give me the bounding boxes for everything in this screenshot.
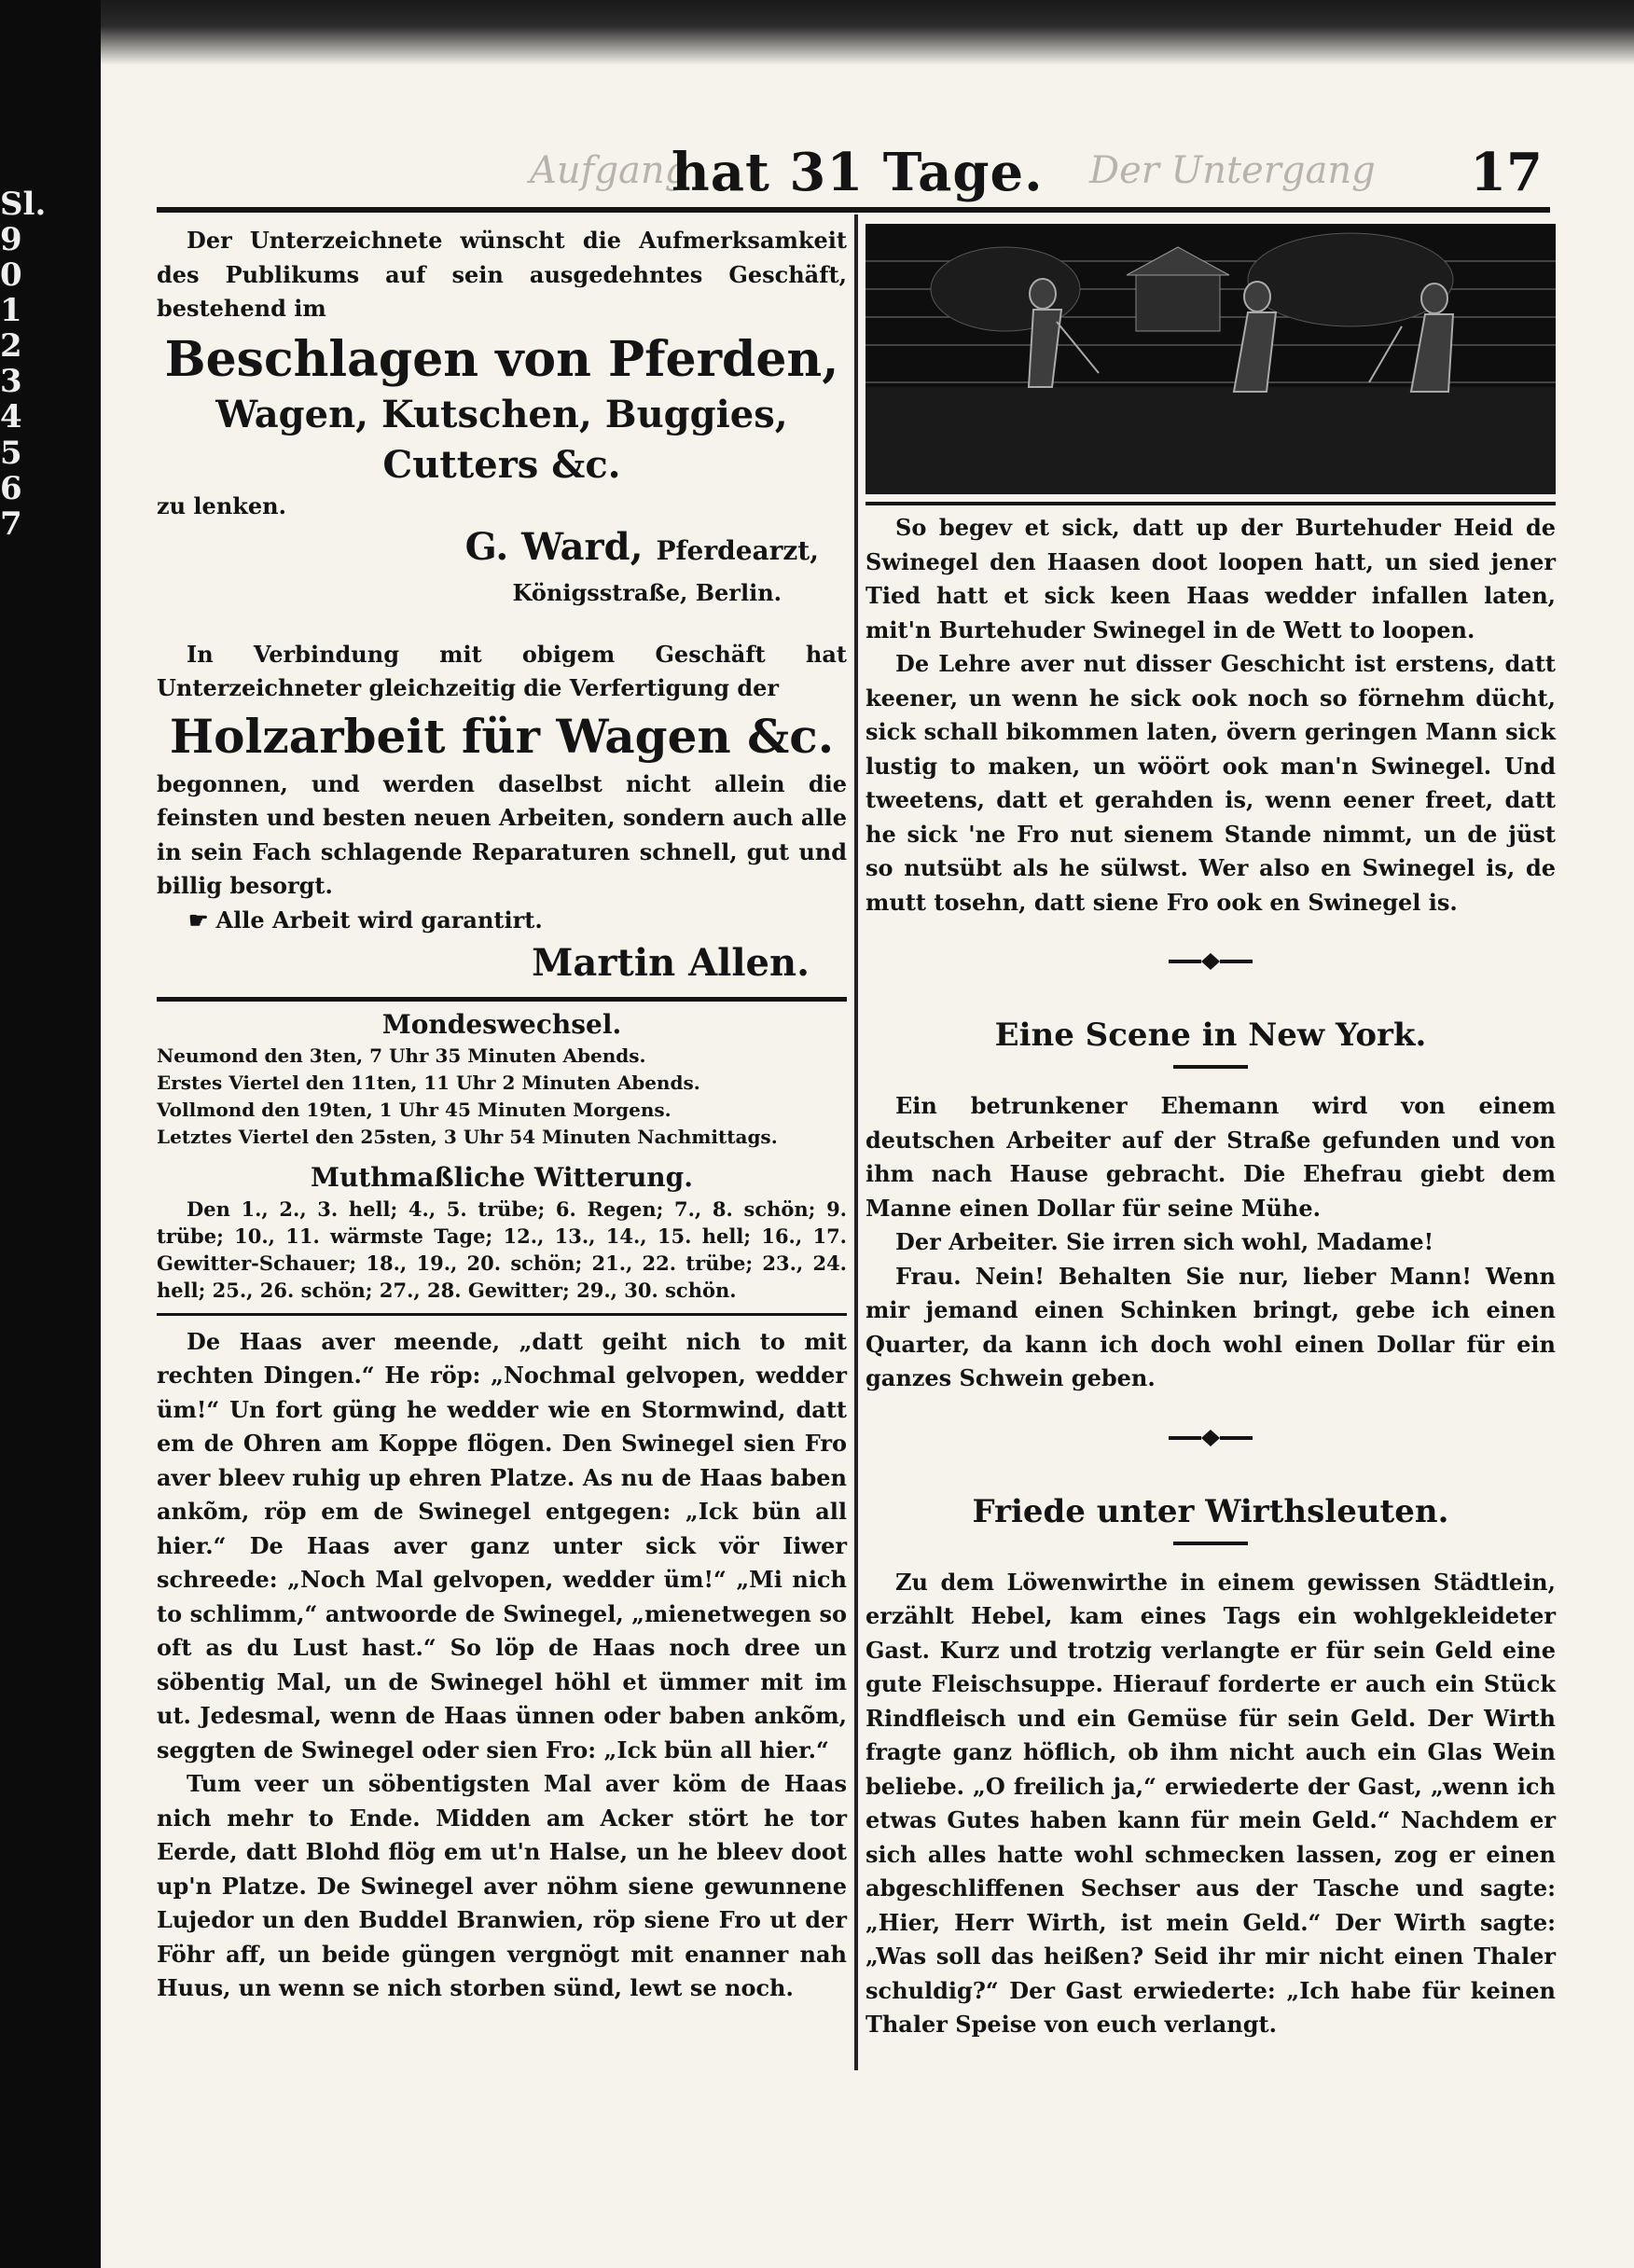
- weather-heading: Muthmaßliche Witterung.: [311, 1161, 693, 1193]
- binding-fragment: 0: [0, 256, 22, 295]
- section-rule: [157, 997, 847, 1002]
- left-column: [157, 216, 847, 2006]
- moon-heading: Mondeswechsel.: [381, 1008, 622, 1040]
- title-rule: [1173, 1542, 1248, 1545]
- header-rule: [157, 207, 1550, 213]
- running-header: [157, 142, 1550, 207]
- weather-text: Den 1., 2., 3. hell; 4., 5. trübe; 6. Regen; 7., 8. schön; 9. trübe; 10., 11. wärmste Tage; 12., 13., 14., 15. hell; 16., 17. Gewitter-Schauer; 18., 19., 20. schön; 21., 22. trübe; 23., 24. hell; 25., 26. schön; 27., 28. Gewitter; 29., 30. schön.: [157, 1196, 847, 1302]
- signature-address: Königsstraße, Berlin.: [512, 578, 782, 606]
- moon-phases: [157, 1043, 847, 1151]
- binding-margin-fragments: [0, 186, 47, 543]
- guarantee-text: Alle Arbeit wird garantirt.: [215, 906, 543, 933]
- signature-name: G. Ward,: [464, 524, 644, 569]
- story-paragraph: So begev et sick, datt up der Burtehuder Heid de Swinegel den Haasen doot loopen hatt, un sied jener Tied hatt et sick keen Haas wedder infallen laten, mit'n Burtehuder Swinegel in de Wett to loopen.: [865, 514, 1556, 643]
- signature-title: Pferdearzt,: [656, 534, 819, 566]
- ad-text: begonnen, und werden daselbst nicht allein die feinsten und besten neuen Arbeiten, sondern auch alle in sein Fach schlagende Reparaturen schnell, gut und billig besorgt.: [157, 769, 847, 899]
- article-paragraph: Zu dem Löwenwirthe in einem gewissen Städtlein, erzählt Hebel, kam eines Tags ein wohlgekleideter Gast. Kurz und trotzig verlangte er für sein Geld eine gute Fleischsuppe. Hierauf forderte er auch ein Stück Rindfleisch und ein Gemüse für sein Geld. Der Wirth fragte ganz höflich, ob ihm nicht auch ein Glas Wein beliebe. „O freilich ja,“ erwiederte der Gast, „wenn ich etwas Gutes haben kann für mein Geld.“ Nachdem er sich alles hatte wohl schmecken lassen, zog er einen abgeschliffenen Sechser aus der Tasche und sagte: „Hier, Herr Wirth, ist mein Geld.“ Der Wirth sagte: „Was soll das heißen? Seid ihr mir nicht einen Thaler schuldig?“ Der Gast erwiederte: „Ich habe für keinen Thaler Speise von euch verlangt.: [865, 1568, 1556, 2038]
- right-column: [865, 216, 1556, 2042]
- article-paragraph: Ein betrunkener Ehemann wird von einem deutschen Arbeiter auf der Straße gefunden und von ihm nach Hause gebracht. Die Ehefrau giebt dem Manne einen Dollar für seine Mühe.: [865, 1092, 1556, 1222]
- article-title: Eine Scene in New York.: [994, 1016, 1427, 1054]
- section-rule: [157, 1313, 847, 1316]
- ad-intro: Der Unterzeichnete wünscht die Aufmerksamkeit des Publikums auf sein ausgedehntes Geschäft, bestehend im: [157, 227, 847, 322]
- pointing-hand-icon: ☛: [188, 906, 209, 933]
- title-rule: [1173, 1065, 1248, 1069]
- bleed-through-text: Der Untergang: [1089, 149, 1376, 192]
- article-title: Friede unter Wirthsleuten.: [972, 1492, 1449, 1530]
- bleed-through-text: Aufgang: [530, 149, 689, 192]
- ad-signature: [157, 522, 847, 610]
- moon-phase: Neumond den 3ten, 7 Uhr 35 Minuten Abends.: [157, 1044, 646, 1067]
- scan-top-shadow: [101, 0, 1634, 65]
- page-number: 17: [1470, 142, 1543, 203]
- binding-fragment: 2: [0, 327, 22, 366]
- binding-fragment: 9: [0, 221, 22, 259]
- binding-fragment: 3: [0, 363, 22, 401]
- binding-fragment: 5: [0, 434, 22, 472]
- running-title: hat 31 Tage.: [672, 142, 1044, 203]
- article-paragraph: Der Arbeiter. Sie irren sich wohl, Madame!: [895, 1228, 1434, 1255]
- column-divider: [854, 214, 858, 2070]
- ad-headline: Wagen, Kutschen, Buggies, Cutters &c.: [215, 392, 788, 487]
- moon-phase: Erstes Viertel den 11ten, 11 Uhr 2 Minuten Abends.: [157, 1071, 700, 1094]
- binding-fragment: 1: [0, 292, 22, 330]
- binding-fragment: 6: [0, 469, 22, 507]
- article-paragraph: Frau. Nein! Behalten Sie nur, lieber Mann! Wenn mir jemand einen Schinken bringt, gebe ich einen Quarter, da kann ich doch wohl einen Dollar für ein ganzes Schwein geben.: [865, 1262, 1556, 1391]
- woodcut-illustration: [865, 224, 1556, 494]
- moon-phase: Letztes Viertel den 25sten, 3 Uhr 54 Minuten Nachmittags.: [157, 1125, 778, 1148]
- binding-fragment: 4: [0, 398, 22, 436]
- binding-fragment: Sl.: [0, 186, 47, 223]
- story-paragraph: De Haas aver meende, „datt geiht nich to mit rechten Dingen.“ He röp: „Nochmal gelvopen, wedder üm!“ Un fort güng he wedder wie en Stormwind, datt em de Ohren am Koppe flögen. Den Swinegel sien Fro aver bleev ruhig up ehren Platze. As nu de Haas baben ankõm, röp em de Swinegel entgegen: „Ick bün all hier.“ De Haas aver ganz unter sick vör Iiwer schreede: „Noch Mal gelvopen, wedder üm!“ „Mi nich to schlimm,“ antwoorde de Swinegel, „mienetwegen so oft as du Lust hast.“ So löp de Haas noch dree un söbentig Mal, un de Swinegel höhl et ümmer mit im ut. Jedesmal, wenn de Haas ünnen oder baben ankõm, seggten de Swinegel oder sien Fro: „Ick bün all hier.“: [157, 1327, 847, 1763]
- story-paragraph: Tum veer un söbentigsten Mal aver köm de Haas nich mehr to Ende. Midden am Acker stört he tor Eerde, datt Blohd flög em ut'n Halse, un he bleev doot up'n Platze. De Swinegel aver nöhm siene gewunnene Lujedor un den Buddel Branwien, röp siene Fro ut der Föhr aff, un beide güngen vergnögt mit enanner nah Huus, un wenn se nich storben sünd, lewt se noch.: [157, 1770, 847, 2001]
- moon-phase: Vollmond den 19ten, 1 Uhr 45 Minuten Morgens.: [157, 1098, 672, 1121]
- ornament-divider: [865, 947, 1556, 985]
- ornament-divider: [865, 1424, 1556, 1461]
- ad-headline: Beschlagen von Pferden,: [164, 330, 839, 388]
- ad-proprietor: Martin Allen.: [532, 940, 810, 985]
- ad-guarantee: [157, 904, 847, 937]
- story-paragraph: De Lehre aver nut disser Geschicht ist erstens, datt keener, un wenn he sick ook noch so förnehm dücht, sick schall bikommen laten, övern geringen Mann sick lustig to maken, un wöört ook man'n Swinegel. Und tweetens, datt et gerahden is, wenn eener freet, datt he sick 'ne Fro nut sienem Stande nimmt, un de jüst so nutsübt als he sülwst. Wer also en Swinegel is, de mutt tosehn, datt siene Fro ook en Swinegel is.: [865, 650, 1556, 916]
- ad-headline: Holzarbeit für Wagen &c.: [169, 708, 835, 764]
- binding-fragment: 7: [0, 505, 22, 543]
- ad-text: In Verbindung mit obigem Geschäft hat Unterzeichneter gleichzeitig die Verfertigung der: [157, 640, 847, 701]
- ad-text: zu lenken.: [157, 491, 286, 519]
- section-rule: [865, 502, 1556, 505]
